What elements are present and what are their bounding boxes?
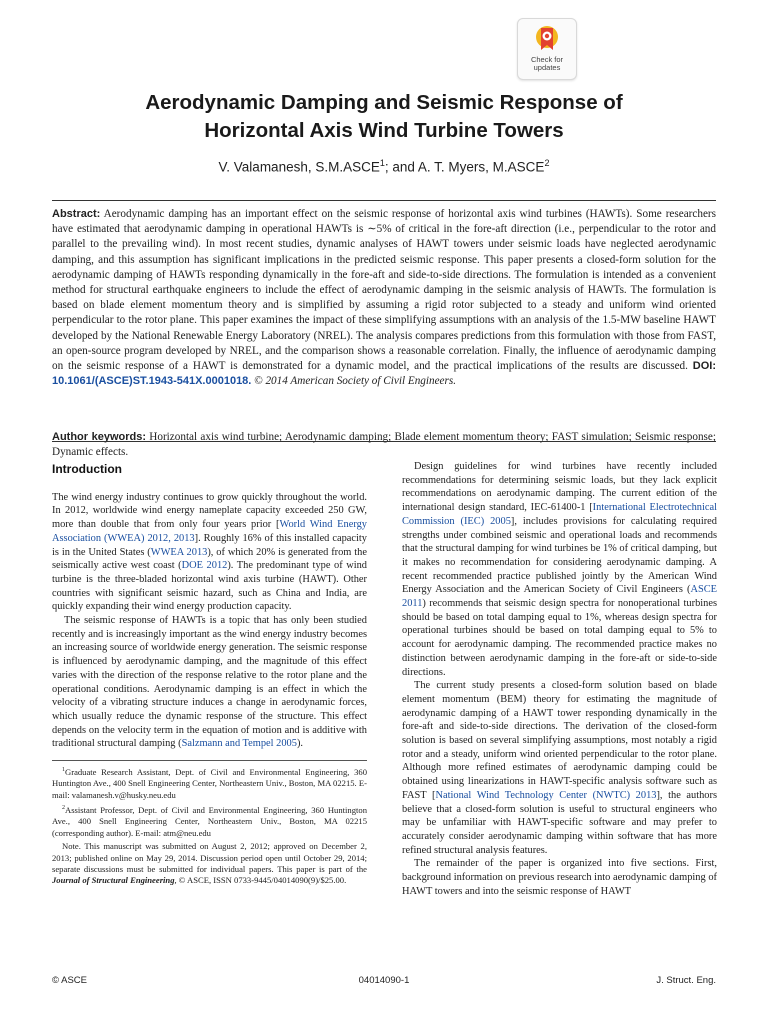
text-run: ). The predominant type of wind turbine is the three-bladed horizontal wind axis turbine (HAWT). Other countries with significant seismic hazard, such as China and India, are quickly expanding their wind energy production capacity. [52,560,367,613]
intro-paragraph-2 [52,614,367,751]
left-column [52,460,367,889]
citation-link[interactable]: International Electrotechnical Commission (IEC) 2005 [402,502,717,527]
footnote-2 [52,803,367,839]
doi-link[interactable]: 10.1061/(ASCE)ST.1943-541X.0001018. [52,375,252,388]
bookmark-icon [534,24,560,54]
text-run: ], includes provisions for calculating required strengths under combined seismic and operational loads and recommends that the structural damping for wind turbines be 1% of critical damping, but it makes no recommendation for considering aerodynamic damping. A recent recommended practice published jointly by the American Wind Energy Association and the American Society of Civil Engineers ( [402,515,717,596]
abstract [52,207,716,389]
note-tail: , © ASCE, ISSN 0733-9445/04014090(9)/$25.00. [174,875,347,886]
abstract-text: Aerodynamic damping has an important effect on the seismic response of horizontal axis wind turbines (HAWTs). Some researchers have estimated that aerodynamic damping in operational HAWTs is ∼5% of critical in the fore-aft direction (i.e., perpendicular to the rotor and parallel to the prevailing wind). In most recent studies, dynamic analyses of HAWT towers under seismic loads have neglected aerodynamic damping, and this assumption has significant implications in the predicted seismic response. This paper presents a closed-form solution for the aerodynamic damping of HAWTs responding dynamically in the fore-aft and side-to-side directions. The formulation is intended as a convenient method for structural earthquake engineers to include the effect of aerodynamic damping in the seismic analysis of HAWTs. The formulation is based on blade element momentum theory and is simplified by assuming a rigid rotor subjected to a steady and uniform wind oriented perpendicular to the rotor plane. This paper examines the impact of these simplifying assumptions with an analysis of the 1.5-MW baseline HAWT developed by the National Renewable Energy Laboratory (NREL). The analysis compares predictions from this formulation with those from FAST, an open-source program developed by NREL, and the comparison shows a reasonable correlation. Finally, the influence of aerodynamic damping on the seismic response of a HAWT is demonstrated for a dynamic model, and the practical implications of the results are discussed. [52,208,716,373]
text-run: The current study presents a closed-form solution based on blade element momentum (BEM) theory for estimating the magnitude of aerodynamic damping of a HAWT tower responding dynamically in the fore-aft and side-to-side directions. The derivation of the closed-form solution is based on several simplifying assumptions, most notably a rigid rotor and a steady, uniform wind oriented perpendicular to the rotor plane. Although more refined estimates of aerodynamic damping could be obtained using linearizations in HAWT-specific analysis software such as FAST [ [402,680,717,801]
right-column [402,460,717,899]
title-line-1: Aerodynamic Damping and Seismic Response of [145,91,623,114]
author-1: V. Valamanesh, S.M.ASCE [218,159,380,175]
abstract-label: Abstract: [52,208,101,220]
note-text: Note. This manuscript was submitted on August 2, 2012; approved on December 2, 2013; published online on May 29, 2014. Discussion period open until October 29, 2014; separate discussions must be submitted for individual papers. This paper is part of the [52,841,367,875]
paper-title [40,89,728,145]
footnote-marker: 2 [62,805,65,812]
text-run: Design guidelines for wind turbines have recently included recommendations for determining seismic loads, but they lack explicit recommendations on aerodynamic damping. The current edition of the international design standard, IEC-61400-1 [ [402,461,717,514]
journal-name: Journal of Structural Engineering [52,875,175,886]
author-2: ; and A. T. Myers, M.ASCE [384,159,545,175]
right-paragraph-1 [402,460,717,679]
check-for-updates-badge[interactable] [517,18,577,80]
author-keywords [52,430,716,460]
footnotes [52,760,367,887]
footnote-text: Assistant Professor, Dept. of Civil and Environmental Engineering, 360 Huntington Ave., 400 Snell Engineering Center, Northeastern Univ., Boston, MA 02215 (corresponding author). E-mail: atm@neu.edu [52,805,367,838]
text-run: ]. Roughly 16% of this installed capacity is in the United States ( [52,532,367,558]
text-run: ], the authors believe that a closed-form solution is useful to structural engineers who may be unfamiliar with HAWT-specific software and may prefer to accurately consider aerodynamic damping within software that has more refined structural analysis features. [402,789,718,856]
keywords-text: Horizontal axis wind turbine; Aerodynamic damping; Blade element momentum theory; FAST simulation; Seismic response; Dynamic effects. [52,431,716,459]
author-2-affil: 2 [544,158,550,168]
right-paragraph-2 [402,679,717,857]
author-1-affil: 1 [379,158,385,168]
page-footer [52,975,716,991]
footnote-text: Graduate Research Assistant, Dept. of Civil and Environmental Engineering, 360 Huntington Ave., 400 Snell Engineering Center, Northeastern Univ., Boston, MA 02215. E-mail: valamanesh.v@husky.neu.edu [52,766,367,800]
section-heading-introduction: Introduction [52,462,122,476]
top-rule [52,200,716,201]
citation-link[interactable]: National Wind Technology Center (NWTC) 2013 [435,789,657,801]
citation-link[interactable]: WWEA 2013 [150,546,208,558]
footer-publisher: © ASCE [52,975,87,986]
footer-page-id: 04014090-1 [358,975,410,986]
submission-note [52,841,367,887]
footer-journal: J. Struct. Eng. [656,975,716,986]
citation-link[interactable]: DOE 2012 [181,560,228,572]
footnote-1 [52,765,367,801]
intro-paragraph-1 [52,491,367,614]
citation-link[interactable]: ASCE 2011 [402,584,717,610]
badge-label [518,56,576,72]
text-run: The seismic response of HAWTs is a topic that has only been studied recently and is increasingly important as the wind energy industry becomes an increasing source of worldwide energy generation. The seismic response is influenced by aerodynamic damping, and the magnitude of this effect varies with the direction of the response relative to the rotor plane and the operational conditions. Aerodynamic damping is an effect in which the velocity of a vibrating structure induces a change in aerodynamic forces, which usually reduce the dynamic response of the structure. This effect depends on the velocity term in the equation of motion and is additive with traditional structural damping ( [52,615,367,750]
text-run: The wind energy industry continues to grow quickly throughout the world. In 2012, worldwide wind energy nameplate capacity exceeded 250 GW, more than double that from only four years prior [ [52,491,367,531]
right-paragraph-3: The remainder of the paper is organized into five sections. First, background information on previous research into aerodynamic damping of HAWT towers and into the seismic response of HAWT [402,858,717,897]
doi-label: DOI: [692,360,716,373]
abstract-copyright: © 2014 American Society of Civil Engineers. [254,375,457,388]
badge-line-2: updates [533,63,561,72]
footnote-marker: 1 [62,767,65,774]
text-run: ) recommends that seismic design spectra for nonoperational turbines should be based on total damping equal to 1%, whereas design spectra for operational turbines should be based on total damping equal to 5% to account for aerodynamic damping. The recommended practice makes no distinction between aerodynamic damping in the fore-aft or side-to-side directions. [402,598,717,678]
keywords-label: Author keywords: [52,431,146,443]
badge-line-1: Check for [530,55,564,64]
citation-link[interactable]: World Wind Energy Association (WWEA) 2012, 2013 [52,519,367,544]
author-list [40,158,728,175]
citation-link[interactable]: Salzmann and Tempel 2005 [181,738,297,750]
text-run: ). [296,738,303,750]
keywords-rule [52,441,716,442]
title-line-2: Horizontal Axis Wind Turbine Towers [204,119,564,142]
text-run: ), of which 20% is generated from the seismically active west coast ( [52,546,367,572]
